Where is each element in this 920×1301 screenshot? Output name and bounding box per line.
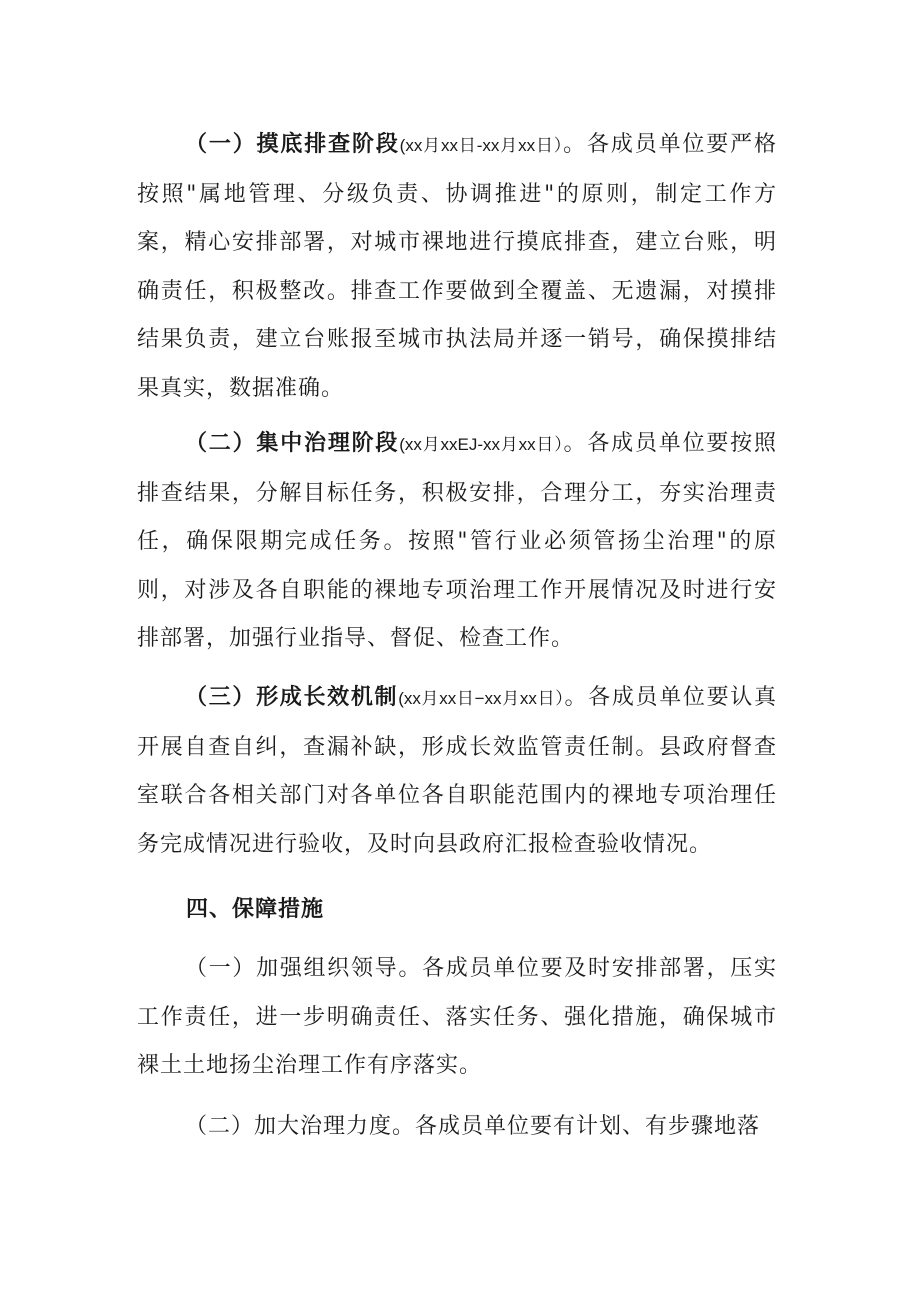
stage-body-3: 。各成员单位要认真开展自查自纠，查漏补缺，形成长效监管责任制。县政府督查室联合各相关部门对各单位各自职能范围内的裸地专项治理任务完成情况进行验收，及时向县政府汇报检查验收情况。	[137, 685, 777, 857]
stage-paragraph-1	[137, 120, 777, 413]
stage-period-2: (xx月xxEJ-xx月xx日）	[399, 435, 564, 454]
stage-title-2: （二）集中治理阶段	[185, 430, 400, 456]
stage-period-3: (xx月xx日−xx月xx日）	[398, 689, 565, 708]
stage-title-1: （一）摸底排查阶段	[185, 131, 400, 157]
measure-paragraph-1: （一）加强组织领导。各成员单位要及时安排部署，压实工作责任，进一步明确责任、落实任务、强化措施，确保城市裸土土地扬尘治理工作有序落实。	[137, 956, 777, 1078]
stage-body-1: 。各成员单位要严格按照"属地管理、分级负责、协调推进"的原则，制定工作方案，精心安排部署，对城市裸地进行摸底排查，建立台账，明确责任，积极整改。排查工作要做到全覆盖、无遗漏，对摸排结果负责，建立台账报至城市执法局并逐一销号，确保摸排结果真实，数据准确。	[137, 132, 777, 401]
section-heading: 四、保障措施	[186, 896, 325, 922]
stage-body-2: 。各成员单位要按照排查结果，分解目标任务，积极安排，合理分工，夯实治理责任，确保限期完成任务。按照"管行业必须管扬尘治理"的原则，对涉及各自职能的裸地专项治理工作开展情况及时进行安排部署，加强行业指导、督促、检查工作。	[137, 431, 777, 651]
stage-period-1: (xx月xx日-xx月xx日）	[399, 136, 564, 155]
measure-paragraph-2: （二）加大治理力度。各成员单位要有计划、有步骤地落	[185, 1114, 761, 1139]
stage-paragraph-3	[137, 673, 777, 869]
stage-title-3: （三）形成长效机制	[185, 684, 399, 710]
stage-paragraph-2	[137, 419, 777, 664]
